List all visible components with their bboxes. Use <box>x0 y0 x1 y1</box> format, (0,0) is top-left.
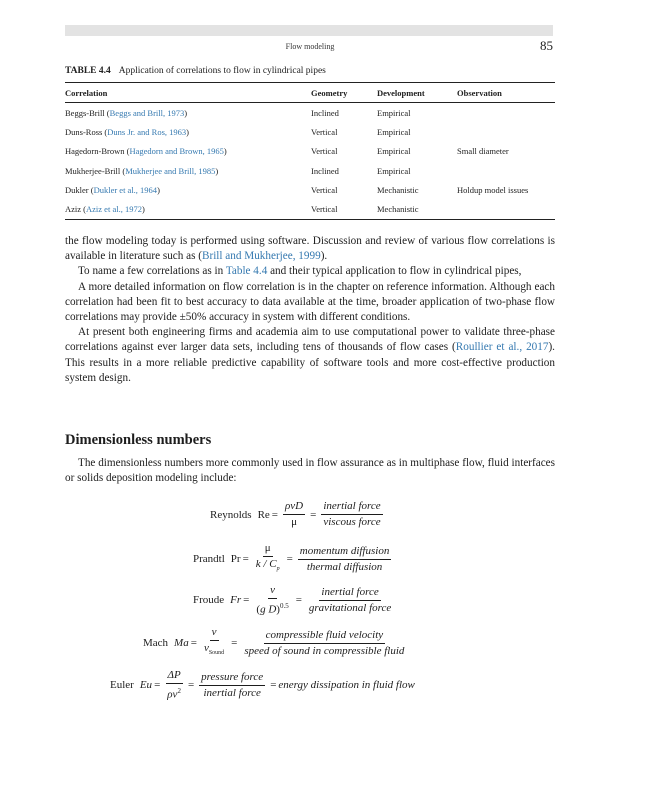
geometry-cell: Vertical <box>311 184 338 195</box>
citation-link[interactable]: Dukler et al., 1964 <box>93 184 158 195</box>
citation-link[interactable]: Hagedorn and Brown, 1965 <box>129 146 224 157</box>
paragraph: To name a few correlations as in Table 4.4 and their typical application to flow in cylindrical pipes, <box>78 265 522 278</box>
section-heading: Dimensionless numbers <box>65 432 212 448</box>
table-caption <box>65 66 326 76</box>
development-cell: Empirical <box>377 146 411 157</box>
development-cell: Empirical <box>377 165 411 176</box>
development-cell: Mechanistic <box>377 184 419 195</box>
table-label: TABLE 4.4 <box>65 66 111 76</box>
citation-link[interactable]: Brill and Mukherjee, 1999 <box>202 250 321 263</box>
observation-cell: Holdup model issues <box>457 184 529 195</box>
col-header-geometry: Geometry <box>311 83 377 103</box>
correlation-cell: Mukherjee-Brill (Mukherjee and Brill, 1985) <box>65 165 219 176</box>
citation-link[interactable]: Roullier et al., 2017 <box>455 341 549 354</box>
section-intro: The dimensionless numbers more commonly used in flow assurance as in multiphase flow, fluid interfaces or solids deposition modeling include: <box>65 457 555 485</box>
equation-symbol: Ma <box>174 637 189 650</box>
correlation-cell: Beggs-Brill (Beggs and Brill, 1973) <box>65 107 188 118</box>
equation-euler: Euler Eu = $\frac{\Delta P}{\rho v^2}$ = $\frac{\text{pressure force}}{\text{inertial force}}$ = energy dissipation in fluid flow <box>110 669 415 701</box>
equation-name: Reynolds <box>210 508 252 521</box>
equation-froude: Froude Fr = $\frac{v}{(g D)^{0.5}}$ = $\frac{\text{inertial force}}{\text{gravitational force}}$ <box>193 584 392 616</box>
table-row <box>65 142 555 161</box>
word-fraction: $\frac{\text{inertial force}}{\text{viscous force}}$ <box>323 500 381 528</box>
formula-fraction: $\frac{\Delta P}{\rho v^2}$ <box>167 669 181 701</box>
paragraph: the flow modeling today is performed using software. Discussion and review of various flow correlations is available in literature such as (Brill and Mukherjee, 1999). <box>65 235 555 263</box>
equation-name: Mach <box>143 637 169 650</box>
correlation-cell: Hagedorn-Brown (Hagedorn and Brown, 1965) <box>65 146 227 157</box>
development-cell: Empirical <box>377 107 411 118</box>
formula-fraction: $\frac{v}{v_{Sound}}$ <box>203 626 225 657</box>
citation-link[interactable]: Mukherjee and Brill, 1985 <box>125 165 216 176</box>
equation-mach: Mach Ma = $\frac{v}{v_{Sound}}$ = $\frac{\text{compressible fluid velocity}}{\text{speed of sound in compressible fluid}}$ <box>143 626 409 660</box>
correlation-cell: Dukler (Dukler et al., 1964) <box>65 184 160 195</box>
table-row <box>65 103 555 123</box>
word-fraction: $\frac{\text{momentum diffusion}}{\text{thermal diffusion}}$ <box>299 544 390 573</box>
equation-symbol: Eu <box>139 679 153 692</box>
citation-link[interactable]: Aziz et al., 1972 <box>86 204 142 215</box>
equation-prandtl: Prandtl Pr = $\frac{\mu}{k / C_p}$ = $\frac{\text{momentum diffusion}}{\text{thermal diffusion}}$ <box>193 542 394 576</box>
observation-cell <box>457 103 555 123</box>
geometry-cell: Vertical <box>311 126 338 137</box>
page-number: 85 <box>540 38 553 53</box>
equation-reynolds: Reynolds Re = $\frac{\text{ρvD}}{\mu}$ = $\frac{\text{inertial force}}{\text{viscous force}}$ <box>210 500 381 528</box>
paragraph: At present both engineering firms and academia aim to use computational power to validate three-phase correlations against ever larger data sets, including tens of thousands of flow cases (Roullier et al., 2017). This results in a more reliable predictive capability of software tools and more cost-effective production system design. <box>65 326 555 384</box>
running-head <box>65 40 555 56</box>
col-header-development: Development <box>377 83 457 103</box>
equation-name: Euler <box>110 679 134 692</box>
col-header-correlation: Correlation <box>65 83 311 103</box>
correlation-cell: Duns-Ross (Duns Jr. and Ros, 1963) <box>65 126 189 137</box>
geometry-cell: Vertical <box>311 146 338 157</box>
development-cell: Empirical <box>377 126 411 137</box>
equation-symbol: Re <box>257 508 270 521</box>
table-caption-text: Application of correlations to flow in cylindrical pipes <box>118 66 326 76</box>
equation-result: energy dissipation in fluid flow <box>278 679 415 692</box>
running-title: Flow modeling <box>285 42 335 51</box>
table-row <box>65 180 555 199</box>
formula-fraction: $\frac{\mu}{k / C_p}$ <box>255 542 280 573</box>
geometry-cell: Inclined <box>311 107 339 118</box>
col-header-observation: Observation <box>457 83 555 103</box>
word-fraction: $\frac{\text{inertial force}}{\text{gravitational force}}$ <box>308 585 392 614</box>
observation-cell: Small diameter <box>457 146 509 157</box>
correlation-table <box>65 82 555 220</box>
equation-name: Froude <box>193 594 225 607</box>
equation-symbol: Pr <box>230 553 241 566</box>
correlation-cell: Aziz (Aziz et al., 1972) <box>65 199 311 219</box>
citation-link[interactable]: Duns Jr. and Ros, 1963 <box>107 126 187 137</box>
body-text <box>65 234 555 386</box>
table-header-row <box>65 83 555 103</box>
header-bar <box>65 25 553 36</box>
equation-name: Prandtl <box>193 553 225 566</box>
table-row <box>65 199 555 219</box>
formula-fraction: $\frac{v}{(g D)^{0.5}}$ <box>256 584 289 616</box>
table-row <box>65 122 555 141</box>
observation-cell <box>457 122 555 141</box>
word-fraction: $\frac{\text{pressure force}}{\text{inertial force}}$ <box>201 670 264 699</box>
table-row <box>65 161 555 180</box>
equation-symbol: Fr <box>230 594 242 607</box>
geometry-cell: Vertical <box>311 199 377 219</box>
word-fraction: $\frac{\text{compressible fluid velocity}}{\text{speed of sound in compressible fluid}}$ <box>244 628 405 657</box>
formula-fraction: $\frac{\text{ρvD}}{\mu}$ <box>285 500 304 528</box>
citation-link[interactable]: Beggs and Brill, 1973 <box>109 107 185 118</box>
geometry-cell: Inclined <box>311 165 339 176</box>
development-cell: Mechanistic <box>377 199 457 219</box>
observation-cell <box>457 199 555 219</box>
observation-cell <box>457 161 555 180</box>
table-reference-link[interactable]: Table 4.4 <box>225 265 268 278</box>
paragraph: A more detailed information on flow correlation is in the chapter on reference information. Although each correlation had been fit to best accuracy to data available at the time, broader application of two-phase flow correlations may provide ±50% accuracy in system with different conditions. <box>65 280 555 324</box>
